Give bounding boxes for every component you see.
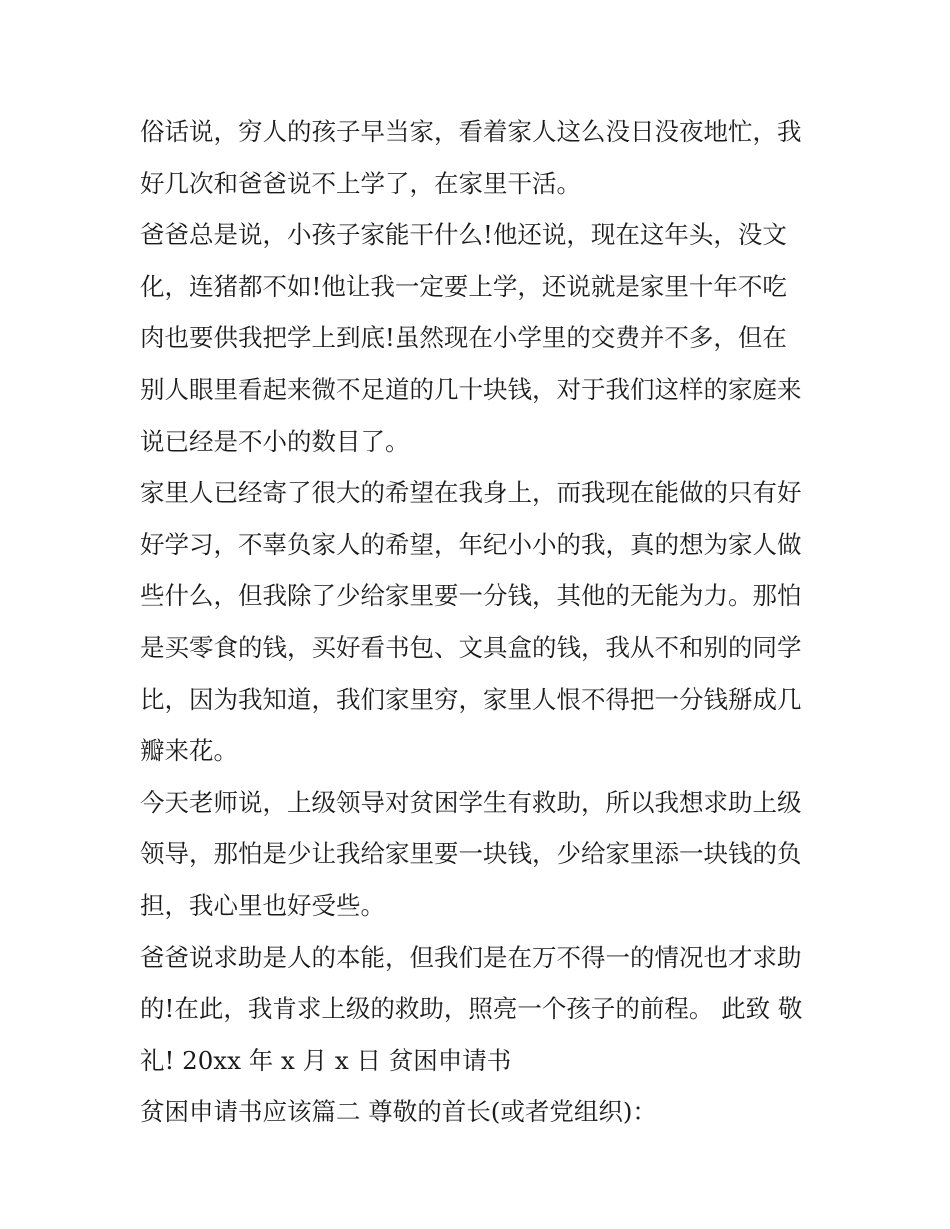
text-line: 爸爸总是说，小孩子家能干什么!他还说，现在这年头，没文 [140,220,787,250]
text-line: 别人眼里看起来微不足道的几十块钱，对于我们这样的家庭来 [140,374,802,404]
text-line: 礼! 20xx 年 x 月 x 日 贫困申请书 [140,1045,512,1075]
text-line: 爸爸说求助是人的本能，但我们是在万不得一的情况也才求助 [140,942,802,972]
text-line: 化，连猪都不如!他让我一定要上学，还说就是家里十年不吃 [140,271,787,301]
text-line: 些什么，但我除了少给家里要一分钱，其他的无能为力。那怕 [140,581,802,611]
text-line: 担，我心里也好受些。 [140,890,385,920]
text-line: 好学习，不辜负家人的希望，年纪小小的我，真的想为家人做 [140,529,802,559]
text-line: 家里人已经寄了很大的希望在我身上，而我现在能做的只有好 [140,478,802,508]
text-line: 说已经是不小的数目了。 [140,426,410,456]
text-line: 是买零食的钱，买好看书包、文具盒的钱，我从不和别的同学 [140,632,802,662]
text-line: 贫困申请书应该篇二 尊敬的首长(或者党组织)： [140,1097,657,1127]
text-line: 肉也要供我把学上到底!虽然现在小学里的交费并不多，但在 [140,323,787,353]
text-line: 今天老师说，上级领导对贫困学生有救助，所以我想求助上级 [140,787,802,817]
text-line: 比，因为我知道，我们家里穷，家里人恨不得把一分钱掰成几 [140,684,802,714]
document-body [140,106,820,1138]
text-line: 瓣来花。 [140,736,238,766]
text-line: 好几次和爸爸说不上学了，在家里干活。 [140,168,581,198]
text-line: 的!在此，我肯求上级的救助，照亮一个孩子的前程。 此致 敬 [140,994,803,1024]
text-line: 领导，那怕是少让我给家里要一块钱，少给家里添一块钱的负 [140,839,802,869]
text-line: 俗话说，穷人的孩子早当家，看着家人这么没日没夜地忙，我 [140,117,802,146]
